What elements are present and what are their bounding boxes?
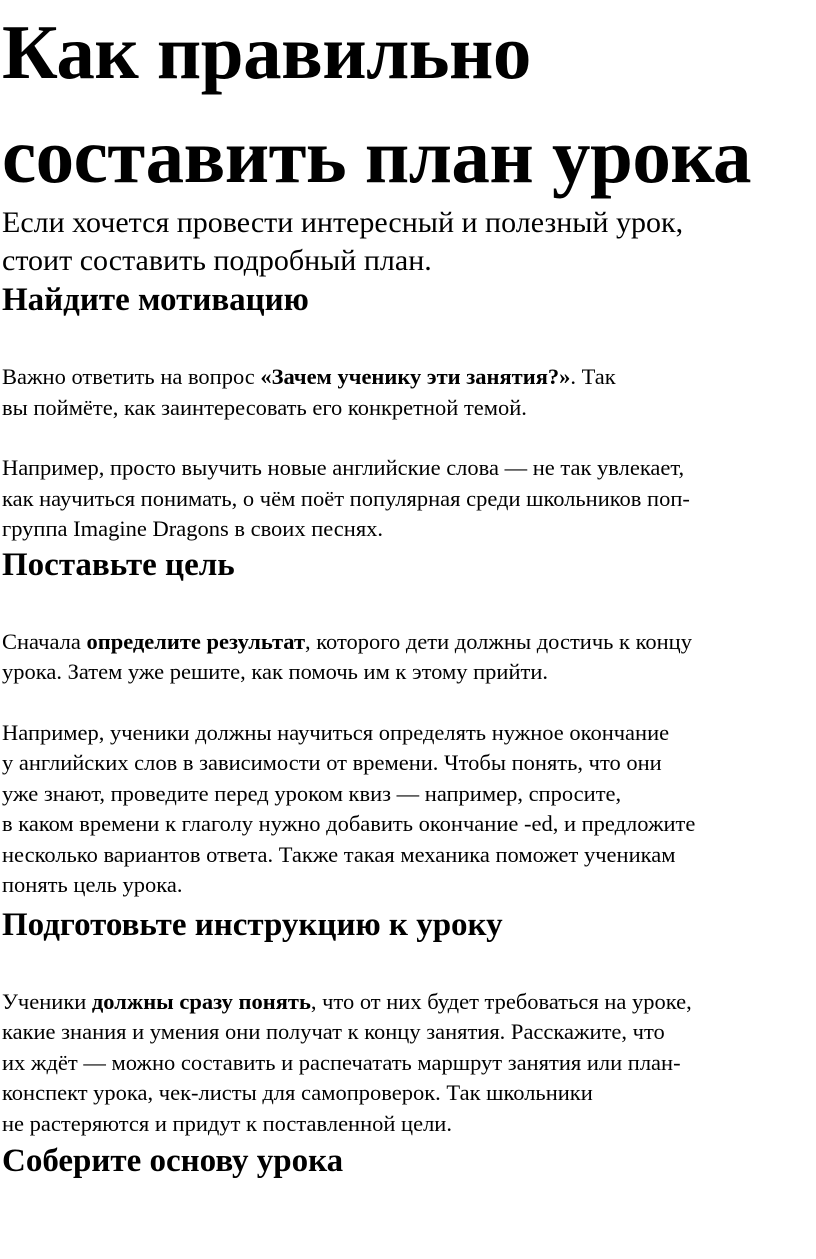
bold-result: определите результат [86,628,305,654]
bold-question: «Зачем ученику эти занятия?» [260,364,571,389]
text-segment: , которого дети должны достичь к концу [305,628,692,654]
title-line-2: составить план урока [2,113,752,199]
paragraph-instruction [2,987,814,1140]
section-heading-motivation: Найдите мотивацию [2,282,309,318]
document-subtitle [2,204,814,280]
text-line: понять цель урока. [2,872,183,897]
document-page [2,0,814,1181]
text-line: несколько вариантов ответа. Также такая механика поможет ученикам [2,841,676,867]
text-segment: Сначала [2,628,87,654]
text-segment: Ученики [2,988,92,1014]
text-segment: , что от них будет требоваться на уроке, [310,988,692,1014]
text-line: у английских слов в зависимости от времени. Чтобы понять, что они [2,750,662,775]
paragraph-goal-result [2,627,814,688]
section-heading-instruction: Подготовьте инструкцию к уроку [2,906,503,943]
text-line: не растеряются и придут к поставленной цели. [2,1110,452,1136]
paragraph-goal-example [2,718,814,901]
text-line: как научиться понимать, о чём поёт популярная среди школьников поп- [2,485,690,511]
subtitle-line-2: стоит составить подробный план. [2,244,432,277]
bold-understand: должны сразу понять [91,988,311,1014]
text-segment: Важно ответить на вопрос [2,364,261,389]
text-line: в каком времени к глаголу нужно добавить окончание -ed, и предложите [2,811,696,836]
text-line: уже знают, проведите перед уроком квиз — например, спросите, [2,780,622,806]
document-title [2,0,814,208]
paragraph-motivation-example [2,453,814,545]
subtitle-line-1: Если хочется провести интересный и полезный урок, [2,206,684,239]
section-heading-goal: Поставьте цель [2,546,235,583]
text-line: урока. Затем уже решите, как помочь им к этому прийти. [2,659,548,684]
text-line: Например, просто выучить новые английские слова — не так увлекает, [2,455,685,480]
text-line: какие знания и умения они получат к концу занятия. Расскажите, что [2,1019,665,1044]
paragraph-motivation-question [2,362,814,423]
text-line: их ждёт — можно составить и распечатать маршрут занятия или план- [2,1049,681,1075]
text-segment: . Так [570,364,616,389]
text-line: группа Imagine Dragons в своих песнях. [2,516,384,541]
section-heading-foundation: Соберите основу урока [2,1143,344,1179]
text-line: Например, ученики должны научиться определять нужное окончание [2,719,670,745]
text-line: вы поймёте, как заинтересовать его конкретной темой. [2,394,527,420]
text-line: конспект урока, чек-листы для самопроверок. Так школьники [2,1080,593,1105]
title-line-1: Как правильно [2,9,531,95]
